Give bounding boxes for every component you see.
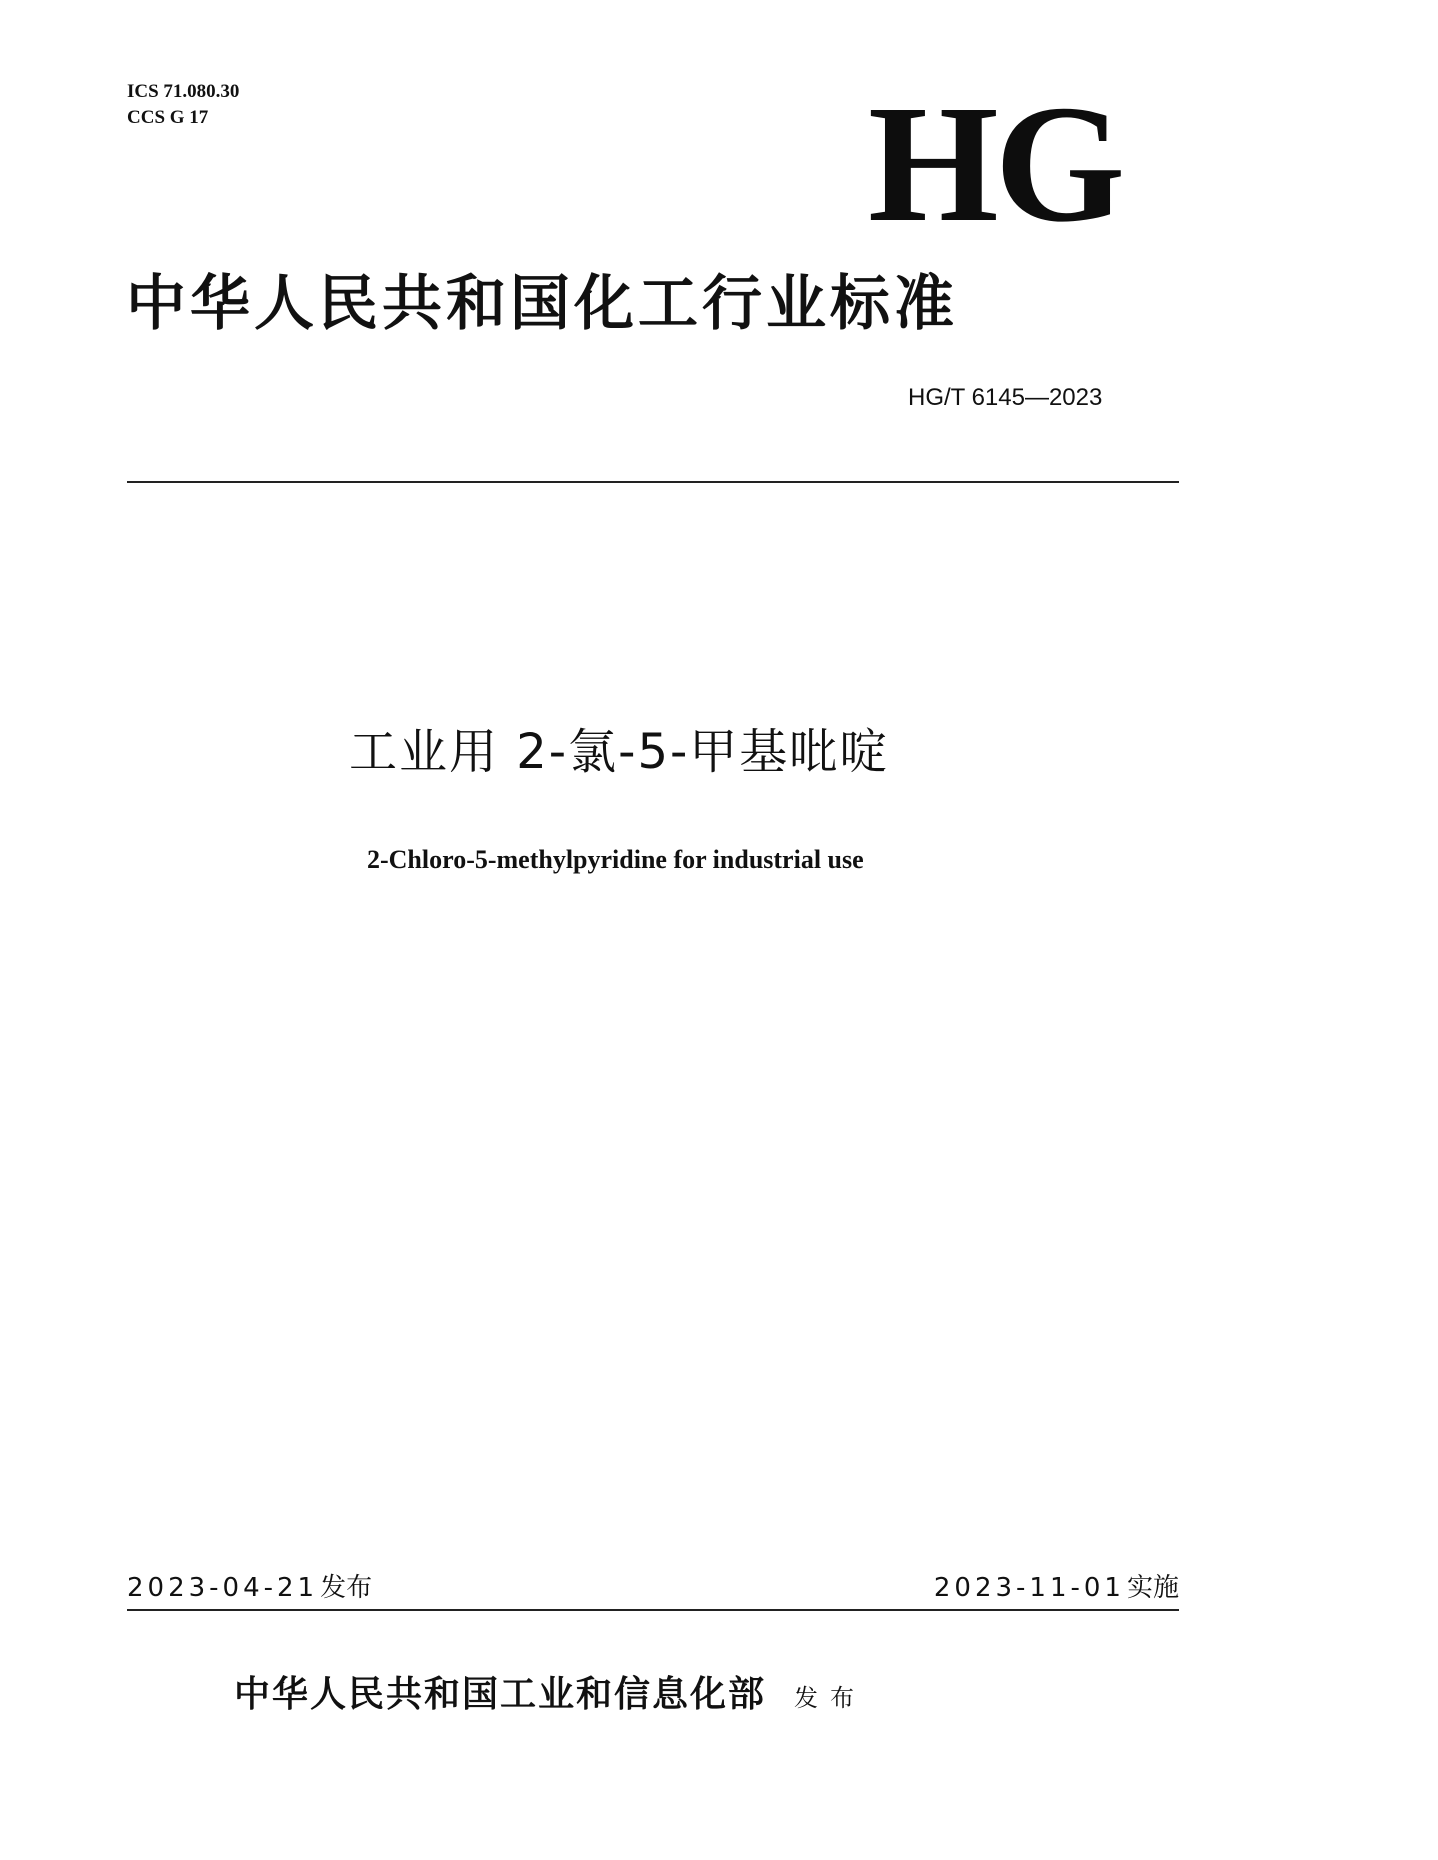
bottom-divider [127, 1609, 1179, 1611]
classification-codes [127, 79, 239, 131]
publish-label: 发布 [320, 1573, 373, 1603]
document-title-chinese: 工业用 2-氯-5-甲基吡啶 [349, 724, 890, 780]
publish-date-line [127, 1570, 372, 1606]
top-divider [127, 481, 1179, 483]
effective-label: 实施 [1126, 1573, 1179, 1603]
ics-code: ICS 71.080.30 [127, 81, 240, 102]
hg-logo: HG [868, 71, 1122, 257]
issuer-line [234, 1670, 866, 1722]
issue-action: 发布 [794, 1684, 867, 1712]
effective-date: 2023-11-01 [933, 1573, 1125, 1603]
ccs-code: CCS G 17 [127, 107, 209, 128]
standard-code: HG/T 6145—2023 [908, 384, 1103, 411]
issuing-authority: 中华人民共和国工业和信息化部 [234, 1673, 767, 1715]
publish-date: 2023-04-21 [127, 1573, 319, 1603]
effective-date-line [934, 1570, 1179, 1606]
standard-category-title: 中华人民共和国化工行业标准 [126, 269, 958, 339]
document-title-english: 2-Chloro-5-methylpyridine for industrial use [367, 845, 864, 874]
